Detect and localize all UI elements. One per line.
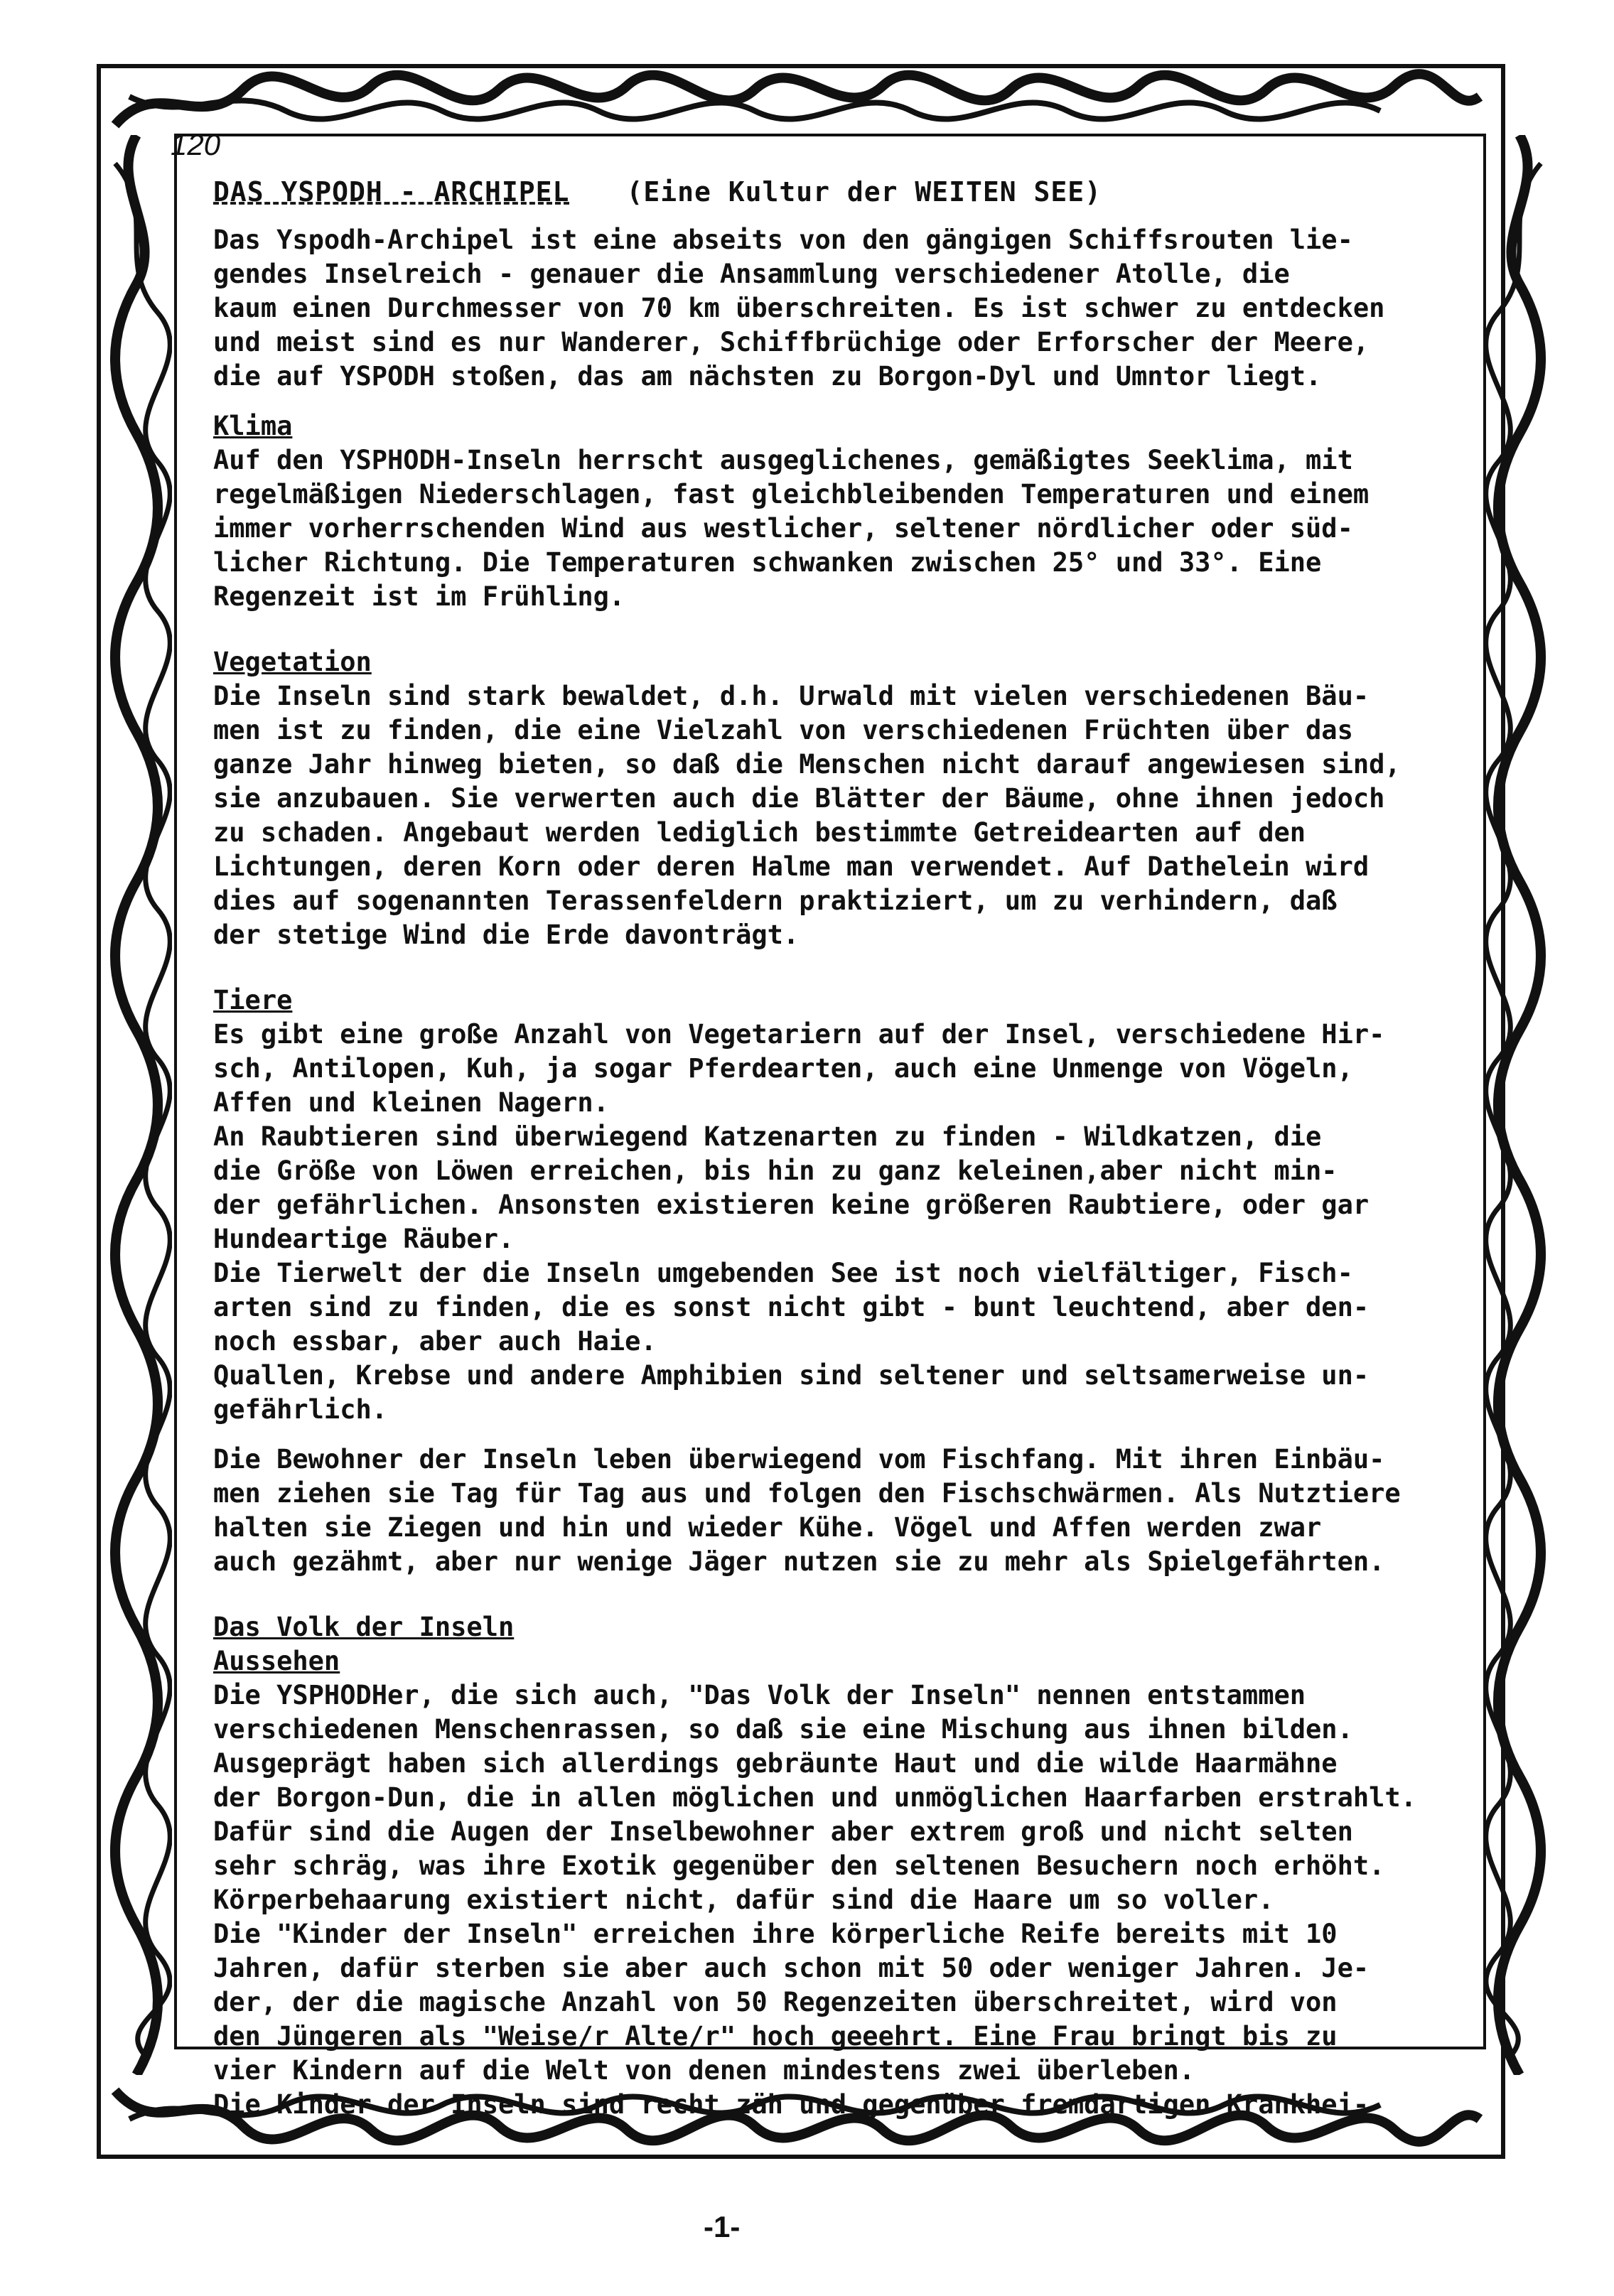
- top-ornament-border: [101, 68, 1494, 136]
- left-ornament-border: [101, 135, 172, 2075]
- aussehen-paragraph: Die YSPHODHer, die sich auch, "Das Volk der Inseln" nennen entstammen verschiedenen Menschenrassen, so daß sie eine Mischung aus ihnen bilden. Ausgeprägt haben sich allerdings gebräunte Haut und die wilde Haarmähne der Borgon-Dun, die in allen möglichen und unmöglichen Haarfarben erstrahlt. Dafür sind die Augen der Inselbewohner aber extrem groß und nicht selten sehr schräg, was ihre Exotik gegenüber den seltenen Besuchern noch erhöht. Körperbehaarung existiert nicht, dafür sind die Haare um so voller. Die "Kinder der Inseln" erreichen ihre körperliche Reife bereits mit 10 Jahren, dafür sterben sie aber auch schon mit 50 oder weniger Jahren. Je- der, der die magische Anzahl von 50 Regenzeiten überschreitet, wird von den Jüngeren als "Weise/r Alte/r" hoch geeehrt. Eine Frau bringt bis zu vier Kindern auf die Welt von denen mindestens zwei überleben. Die Kinder der Inseln sind recht zäh und gegenüber fremdartigen Krankhei-: [213, 1680, 1416, 2120]
- intro-paragraph: Das Yspodh-Archipel ist eine abseits von den gängigen Schiffsrouten lie- gendes Inselreich - genauer die Ansammlung verschiedener Atolle, die kaum einen Durchmesser von 70 km überschreiten. Es ist schwer zu entdecken und meist sind es nur Wanderer, Schiffbrüchige oder Erforscher der Meere, die auf YSPODH stoßen, das am nächsten zu Borgon-Dyl und Umntor liegt.: [213, 225, 1385, 392]
- vegetation-paragraph: Die Inseln sind stark bewaldet, d.h. Urwald mit vielen verschiedenen Bäu- men ist zu finden, die eine Vielzahl von verschiedenen Früchten über das ganze Jahr hinweg bieten, so daß die Menschen nicht darauf angewiesen sind, sie anzubauen. Sie verwerten auch die Blätter der Bäume, ohne ihnen jedoch zu schaden. Angebaut werden lediglich bestimmte Getreidearten auf den Lichtungen, deren Korn oder deren Halme man verwendet. Auf Dathelein wird dies auf sogenannten Terassenfeldern praktiziert, um zu verhindern, daß der stetige Wind die Erde davonträgt.: [213, 681, 1401, 950]
- page-footer-number: -1-: [704, 2210, 741, 2243]
- bewohner-paragraph: Die Bewohner der Inseln leben überwiegend vom Fischfang. Mit ihren Einbäu- men ziehen sie Tag für Tag aus und folgen den Fischschwärmen. Als Nutztiere halten sie Ziegen und hin und wieder Kühe. Vögel und Affen werden zwar auch gezähmt, aber nur wenige Jäger nutzen sie zu mehr als Spielgefährten.: [213, 1444, 1401, 1577]
- subsection-heading-aussehen: Aussehen: [213, 1646, 340, 1676]
- tiere-paragraph: Es gibt eine große Anzahl von Vegetariern auf der Insel, verschiedene Hir- sch, Antilopen, Kuh, ja sogar Pferdearten, auch eine Unmenge von Vögeln, Affen und kleinen Nagern. An Raubtieren sind überwiegend Katzenarten zu finden - Wildkatzen, die die Größe von Löwen erreichen, bis hin zu ganz keleinen,aber nicht min- der gefährlichen. Ansonsten existieren keine größeren Raubtiere, oder gar Hundeartige Räuber. Die Tierwelt der die Inseln umgebenden See ist noch vielfältiger, Fisch- arten sind zu finden, die es sonst nicht gibt - bunt leuchtend, aber den- noch essbar, aber auch Haie. Quallen, Krebse und andere Amphibien sind seltener und seltsamerweise un- gefährlich.: [213, 1019, 1385, 1425]
- section-heading-volk: Das Volk der Inseln: [213, 1612, 515, 1642]
- section-heading-vegetation: Vegetation: [213, 647, 372, 677]
- handwritten-page-number: 120: [171, 128, 221, 161]
- right-ornament-border: [1484, 135, 1555, 2075]
- document-body: [213, 142, 1471, 2122]
- section-heading-tiere: Tiere: [213, 985, 293, 1015]
- title-main: DAS YSPODH - ARCHIPEL: [213, 176, 570, 207]
- klima-paragraph: Auf den YSPHODH-Inseln herrscht ausgeglichenes, gemäßigtes Seeklima, mit regelmäßigen Niederschlagen, fast gleichbleibenden Temperaturen und einem immer vorherrschenden Wind aus westlicher, seltener nördlicher oder süd- licher Richtung. Die Temperaturen schwanken zwischen 25° und 33°. Eine Regenzeit ist im Frühling.: [213, 445, 1370, 612]
- document-title: [213, 176, 1471, 207]
- title-subtitle: (Eine Kultur der WEITEN SEE): [626, 176, 1102, 207]
- section-heading-klima: Klima: [213, 411, 293, 441]
